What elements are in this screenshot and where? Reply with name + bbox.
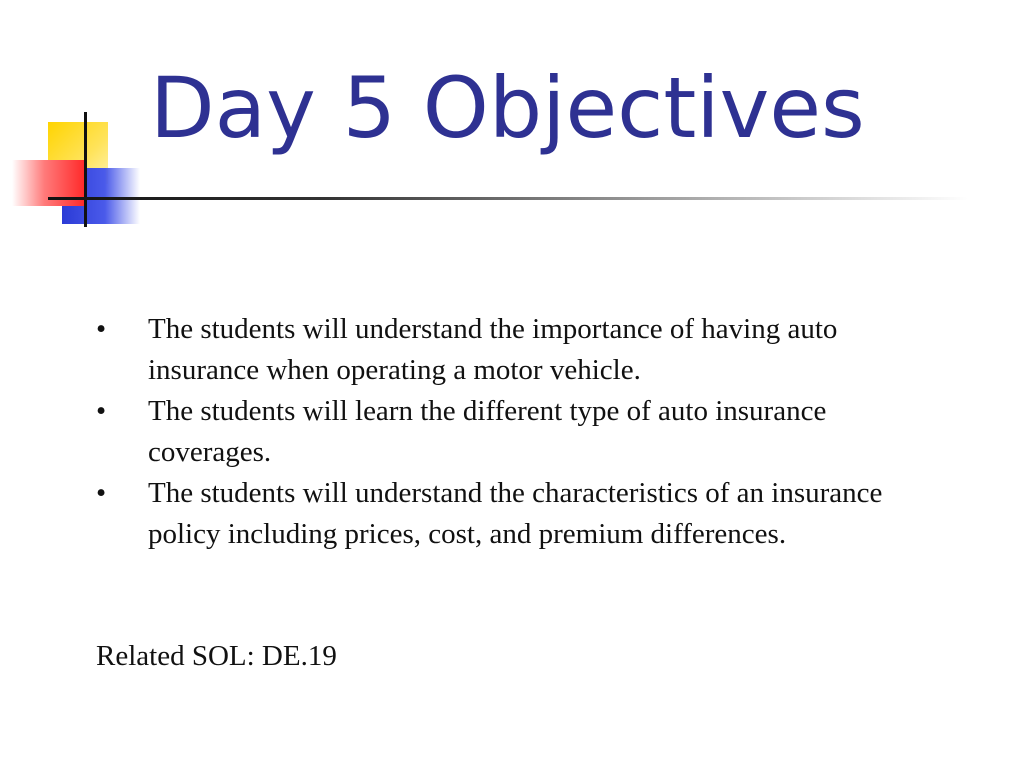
objective-item-2 [96, 391, 916, 473]
bullet-icon: • [96, 313, 107, 345]
objective-text: The students will understand the importance of having auto insurance when operating a motor vehicle. [148, 313, 838, 386]
bullet-icon: • [96, 395, 107, 427]
slide-title: Day 5 Objectives [150, 59, 865, 157]
objective-item-3 [96, 473, 916, 555]
title-underline-rule [48, 197, 968, 200]
bullet-icon: • [96, 477, 107, 509]
objective-item-1 [96, 309, 916, 391]
objective-text: The students will understand the characteristics of an insurance policy including prices, cost, and premium differences. [148, 477, 883, 550]
vertical-rule [84, 112, 87, 227]
related-sol-text: Related SOL: DE.19 [96, 640, 337, 672]
objectives-list [96, 309, 916, 555]
objective-text: The students will learn the different type of auto insurance coverages. [148, 395, 827, 468]
